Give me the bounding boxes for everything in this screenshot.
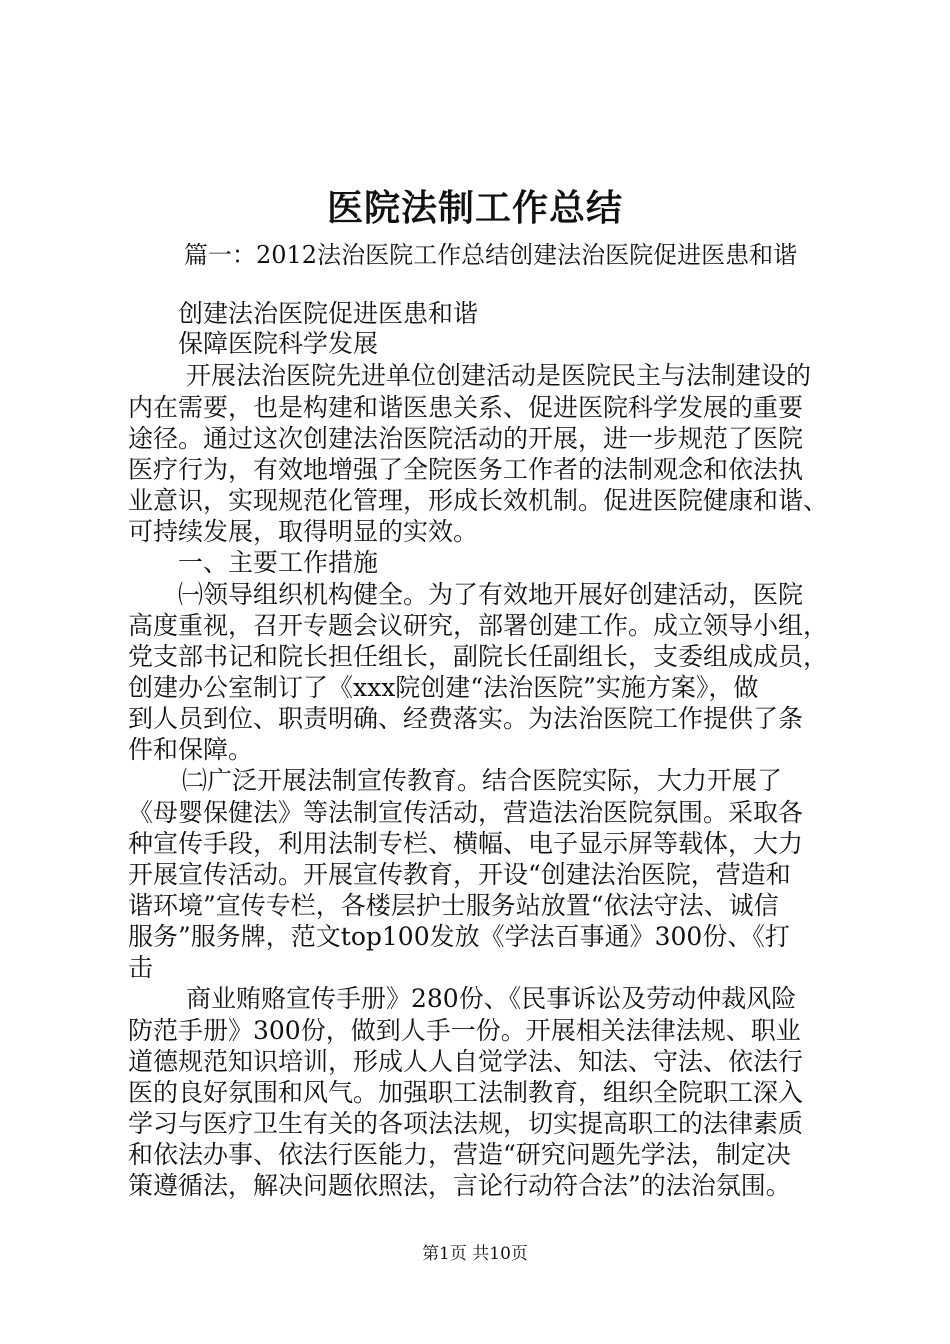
paragraph-line: 学习与医疗卫生有关的各项法法规，切实提高职工的法律素质 [128,1109,804,1138]
paragraph-line: 创建办公室制订了《xxx院创建“法治医院”实施方案》，做 [128,673,759,702]
paragraph-line: 内在需要，也是构建和谐医患关系、促进医院科学发展的重要 [128,393,804,422]
paragraph-line: 和依法办事、依法行医能力，营造“研究问题先学法，制定决 [128,1140,791,1169]
paragraph-line: 策遵循法，解决问题依照法，言论行动符合法”的法治氛围。 [128,1171,791,1200]
paragraph-line: 到人员到位、职责明确、经费落实。为法治医院工作提供了条 [128,704,804,733]
paragraph-line: 可持续发展，取得明显的实效。 [128,517,479,546]
paragraph-line: 党支部书记和院长担任组长，副院长任副组长，支委组成成员， [128,642,829,671]
document-subtitle: 篇一：2012法治医院工作总结创建法治医院促进医患和谐 [184,241,798,269]
paragraph-line: 击 [128,953,154,982]
paragraph-line: 开展宣传活动。开展宣传教育，开设“创建法治医院，营造和 [128,860,791,889]
paragraph-line: 《母婴保健法》等法制宣传活动，营造法治医院氛围。采取各 [128,798,804,827]
paragraph-line: 开展法治医院先进单位创建活动是医院民主与法制建设的 [186,361,812,390]
document-title: 医院法制工作总结 [326,187,623,229]
paragraph-line: 途径。通过这次创建法治医院活动的开展，进一步规范了医院 [128,424,804,453]
paragraph-line: 种宣传手段，利用法制专栏、横幅、电子显示屏等载体，大力 [128,829,804,858]
paragraph-line: 谐环境”宣传专栏，各楼层护士服务站放置“依法守法、诚信 [128,891,779,920]
section-heading: 一、主要工作措施 [178,548,379,577]
paragraph-line: 防范手册》300份，做到人手一份。开展相关法律法规、职业 [128,1016,801,1045]
heading-line: 创建法治医院促进医患和谐 [178,299,479,328]
paragraph-line: ㈡广泛开展法制宣传教育。结合医院实际，大力开展了 [182,766,783,795]
paragraph-line: 件和保障。 [128,735,254,764]
page-footer: 第1页 共10页 [422,1244,528,1264]
paragraph-line: 高度重视，召开专题会议研究，部署创建工作。成立领导小组， [128,611,829,640]
paragraph-line: 道德规范知识培训，形成人人自觉学法、知法、守法、依法行 [128,1047,804,1076]
paragraph-line: 医的良好氛围和风气。加强职工法制教育，组织全院职工深入 [128,1078,804,1107]
paragraph-line: 服务”服务牌，范文top100发放《学法百事通》300份、《打 [128,922,790,951]
paragraph-line: 商业贿赂宣传手册》280份、《民事诉讼及劳动仲裁风险 [186,984,797,1013]
paragraph-line: ㈠领导组织机构健全。为了有效地开展好创建活动，医院 [178,580,804,609]
heading-line: 保障医院科学发展 [178,329,379,358]
paragraph-line: 医疗行为，有效地增强了全院医务工作者的法制观念和依法执 [128,455,804,484]
paragraph-line: 业意识，实现规范化管理，形成长效机制。促进医院健康和谐、 [128,486,829,515]
